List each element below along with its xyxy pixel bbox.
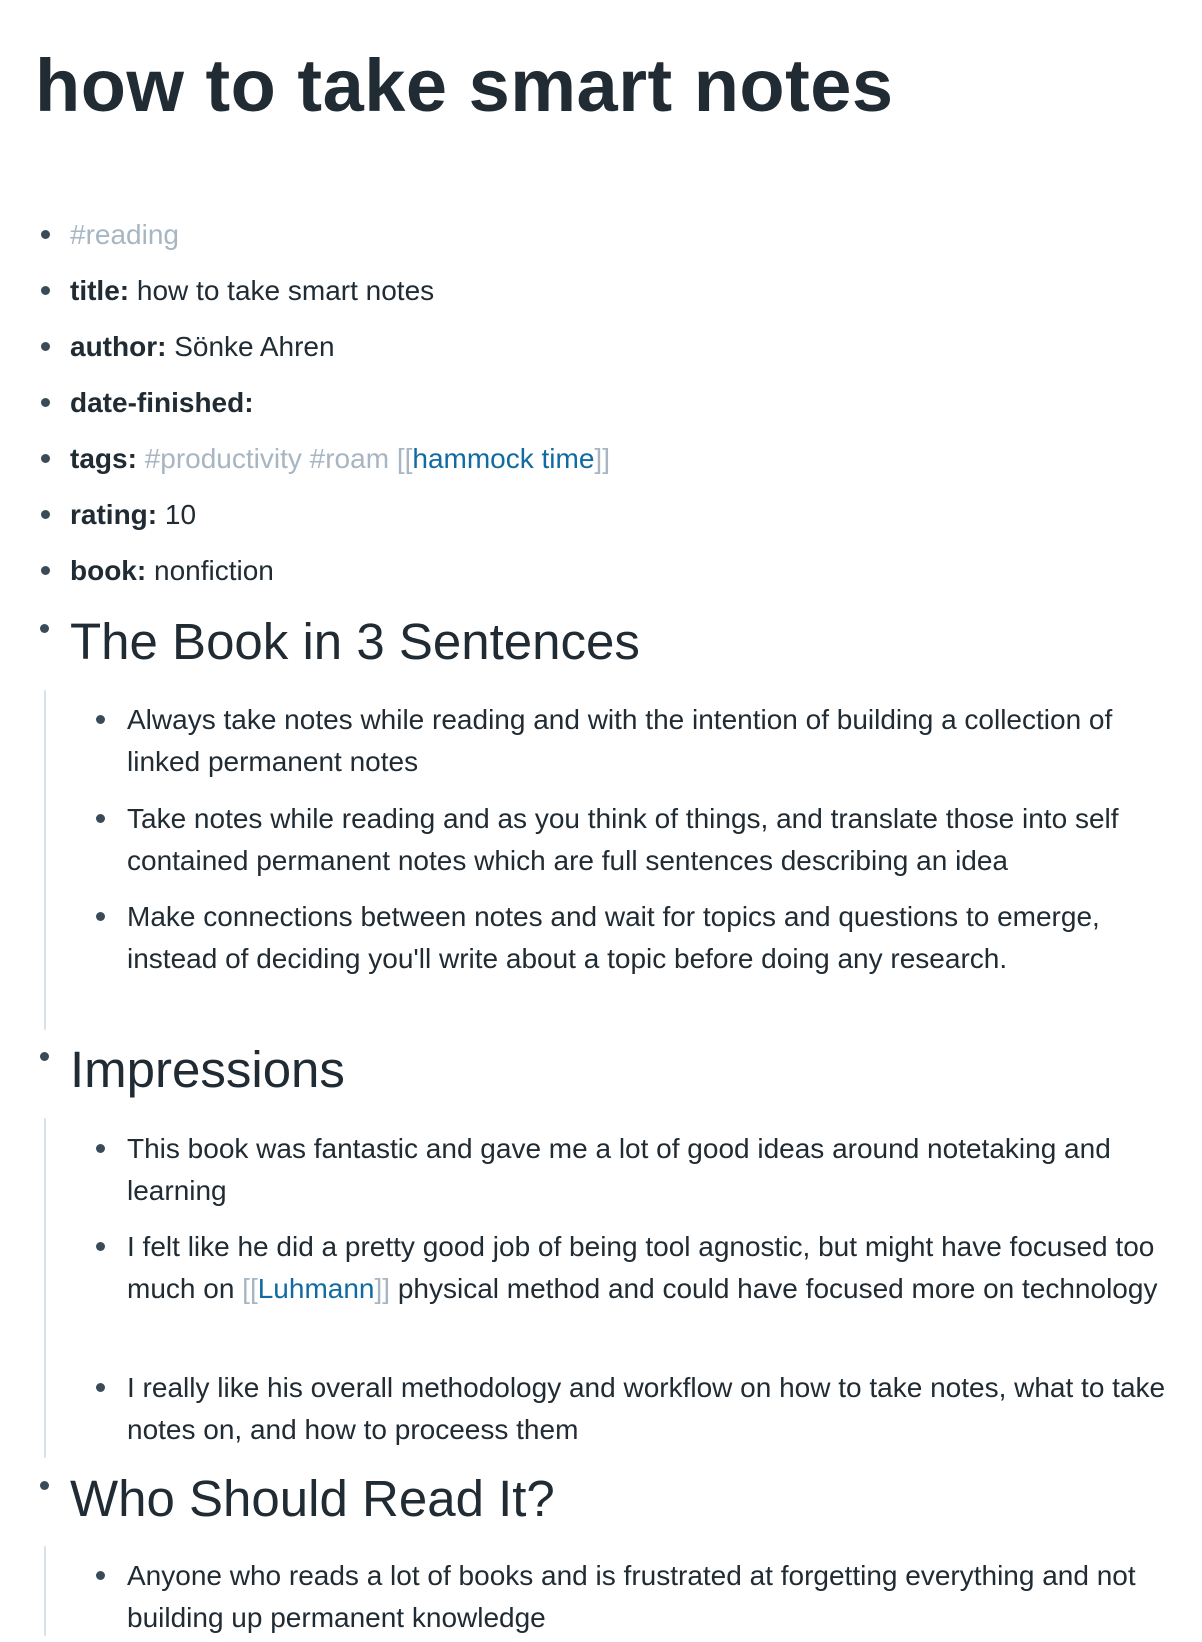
list-item[interactable] [127, 1226, 1177, 1310]
attribute-key-date-finished[interactable]: date-finished: [70, 387, 254, 418]
list-item[interactable]: This book was fantastic and gave me a lot of good ideas around notetaking and learning [127, 1133, 1111, 1206]
block-reading-tag[interactable] [70, 215, 179, 255]
block-title[interactable] [70, 271, 434, 311]
list-item[interactable]: Anyone who reads a lot of books and is frustrated at forgetting everything and not building up permanent knowledge [127, 1560, 1136, 1633]
tag-productivity[interactable]: #productivity [144, 443, 302, 474]
attribute-value-author: Sönke Ahren [174, 331, 335, 362]
section-heading-who-should-read-it[interactable]: Who Should Read It? [70, 1470, 555, 1527]
bullet-icon[interactable] [41, 510, 50, 519]
section-heading-impressions[interactable]: Impressions [70, 1041, 345, 1098]
attribute-value-book: nonfiction [154, 555, 274, 586]
child-thread-line[interactable] [44, 690, 46, 1030]
bullet-icon[interactable] [96, 1571, 105, 1580]
list-item[interactable]: I really like his overall methodology and workflow on how to take notes, what to take notes on, and how to proceess them [127, 1372, 1166, 1445]
link-close-brackets: ]] [594, 443, 610, 474]
link-close-brackets: ]] [374, 1273, 391, 1304]
link-label[interactable]: Luhmann [257, 1273, 375, 1304]
attribute-key-tags[interactable]: tags: [70, 443, 137, 474]
item-text: physical method and could have focused more on technology [390, 1273, 1158, 1304]
bullet-icon[interactable] [96, 814, 105, 823]
link-open-brackets: [[ [396, 443, 413, 474]
attribute-key-rating[interactable]: rating: [70, 499, 158, 530]
page-link-hammock-time[interactable] [397, 443, 610, 474]
bullet-icon[interactable] [41, 398, 50, 407]
block-date-finished[interactable] [70, 383, 254, 423]
bullet-icon[interactable] [40, 624, 49, 633]
attribute-value-title: how to take smart notes [136, 275, 435, 306]
attribute-key-book[interactable]: book: [70, 555, 147, 586]
page-title[interactable]: how to take smart notes [35, 44, 894, 127]
tag-roam[interactable]: #roam [309, 443, 390, 474]
block-author[interactable] [70, 327, 335, 367]
bullet-icon[interactable] [96, 1144, 105, 1153]
link-open-brackets: [[ [242, 1273, 258, 1304]
attribute-value-rating: 10 [164, 499, 197, 530]
tag-reading[interactable]: #reading [70, 219, 179, 250]
list-item[interactable]: Make connections between notes and wait for topics and questions to emerge, instead of deciding you'll write about a topic before doing any research. [127, 901, 1100, 974]
block-tags[interactable] [70, 439, 610, 479]
bullet-icon[interactable] [96, 912, 105, 921]
bullet-icon[interactable] [96, 715, 105, 724]
bullet-icon[interactable] [96, 1242, 105, 1251]
bullet-icon[interactable] [41, 454, 50, 463]
link-label[interactable]: hammock time [412, 443, 595, 474]
attribute-key-title[interactable]: title: [70, 275, 130, 306]
list-item[interactable]: Take notes while reading and as you think of things, and translate those into self contained permanent notes which are full sentences describing an idea [127, 803, 1119, 876]
attribute-key-author[interactable]: author: [70, 331, 167, 362]
bullet-icon[interactable] [40, 1052, 49, 1061]
bullet-icon[interactable] [96, 1383, 105, 1392]
bullet-icon[interactable] [41, 286, 50, 295]
bullet-icon[interactable] [41, 566, 50, 575]
section-heading-book-in-3-sentences[interactable]: The Book in 3 Sentences [70, 613, 640, 670]
page-link-luhmann[interactable] [242, 1273, 390, 1304]
child-thread-line[interactable] [44, 1118, 46, 1458]
bullet-icon[interactable] [40, 1481, 49, 1490]
bullet-icon[interactable] [41, 230, 50, 239]
child-thread-line[interactable] [44, 1546, 46, 1636]
block-rating[interactable] [70, 495, 196, 535]
block-book[interactable] [70, 551, 274, 591]
bullet-icon[interactable] [41, 342, 50, 351]
item-text: I felt like he did a pretty good job of being tool agnostic, but might have focused too much on [127, 1231, 1155, 1304]
list-item[interactable]: Always take notes while reading and with the intention of building a collection of linked permanent notes [127, 704, 1113, 777]
